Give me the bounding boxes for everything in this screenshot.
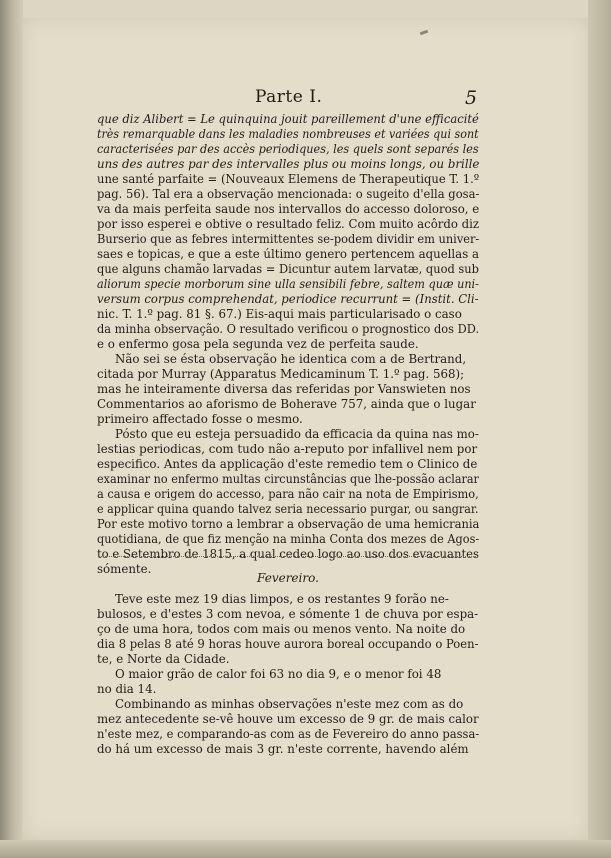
text-line: lestias periodicas, com tudo não a-reputo por infallivel nem por	[97, 442, 478, 456]
text-line: do há um excesso de mais 3 gr. n'este corrente, havendo além	[97, 742, 469, 756]
text-line: bulosos, e d'estes 3 com nevoa, e sómente 1 de chuva por espa-	[97, 607, 479, 621]
page-edge-bottom	[0, 840, 611, 858]
text-line: to e Setembro de 1815, a qual cedeo logo ao uso dos evacuantes	[97, 547, 480, 561]
text-line: primeiro affectado fosse o mesmo.	[97, 412, 303, 426]
text-line: pag. 56). Tal era a observação mencionada: o sugeito d'ella gosa-	[97, 187, 480, 201]
text-line: que alguns chamão larvadas = Dicuntur autem larvatæ, quod sub	[97, 262, 479, 276]
text-line: Pósto que eu esteja persuadido da efficacia da quina nas mo-	[115, 427, 479, 441]
text-line: va da mais perfeita saude nos intervallos do accesso doloroso, e	[97, 202, 480, 216]
section-title: Fevereiro.	[257, 571, 319, 585]
text-line: saes e topicas, e que a este último genero pertencem aquellas a	[97, 247, 480, 261]
text-line: te, e Norte da Cidade.	[97, 652, 230, 666]
text-line: quotidiana, de que fiz menção na minha Conta dos mezes de Agos-	[97, 532, 480, 546]
text-line: ço de uma hora, todos com mais ou menos vento. Na noite do	[97, 622, 466, 636]
text-line: uns des autres par des intervalles plus ou moins longs, ou brille	[97, 157, 480, 171]
text-line: O maior grão de calor foi 63 no dia 9, e o menor foi 48	[115, 667, 442, 681]
text-line: citada por Murray (Apparatus Medicaminum T. 1.º pag. 568);	[97, 367, 465, 381]
text-line: e applicar quina quando talvez seria necessario purgar, ou sangrar.	[97, 502, 479, 516]
text-line: aliorum specie morborum sine ulla sensibili febre, saltem quæ uni-	[97, 277, 479, 291]
text-line: sómente.	[97, 562, 152, 576]
text-line: por isso esperei e obtive o resultado feliz. Com muito acôrdo diz	[97, 217, 480, 231]
text-line: especifico. Antes da applicação d'este remedio tem o Clinico de	[97, 457, 478, 471]
text-line: no dia 14.	[97, 682, 157, 696]
page-number: 5	[465, 87, 478, 109]
text-line: n'este mez, e comparando-as com as de Fevereiro do anno passa-	[97, 727, 480, 741]
text-line: a causa e origem do accesso, para não cair na nota de Empirismo,	[97, 487, 479, 501]
text-line: Não sei se ésta observação he identica com a de Bertrand,	[115, 352, 467, 366]
text-line: Combinando as minhas observações n'este mez com as do	[115, 697, 464, 711]
text-line: nic. T. 1.º pag. 81 §. 67.) Eis-aqui mais particularisado o caso	[97, 307, 462, 321]
text-line: mas he inteiramente diversa das referidas por Vanswieten nos	[97, 382, 471, 396]
text-line: que diz Alibert = Le quinquina jouit pareillement d'une efficacité	[97, 112, 479, 126]
text-line: Teve este mez 19 dias limpos, e os restantes 9 forão ne-	[115, 592, 449, 606]
text-line: Por este motivo torno a lembrar a observação de uma hemicrania	[97, 517, 480, 531]
text-line: très remarquable dans les maladies nombreuses et variées qui sont	[97, 127, 479, 141]
text-line: Commentarios ao aforismo de Boherave 757, ainda que o lugar	[97, 397, 476, 411]
section-divider	[98, 556, 478, 557]
text-line: e o enfermo gosa pela segunda vez de perfeita saude.	[97, 337, 419, 351]
text-line: caracterisées par des accès periodiques, les quels sont separés les	[97, 142, 479, 156]
text-line: Burserio que as febres intermittentes se-podem dividir em univer-	[97, 232, 480, 246]
running-title: Parte I.	[255, 87, 323, 107]
text-line: da minha observação. O resultado verificou o prognostico dos DD.	[97, 322, 480, 336]
text-line: examinar no enfermo multas circunstâncias que lhe-possão aclarar	[97, 472, 479, 486]
text-line: versum corpus comprehendat, periodice recurrunt = (Instit. Cli-	[97, 292, 479, 306]
text-line: mez antecedente se-vê houve um excesso de 9 gr. de mais calor	[97, 712, 479, 726]
text-line: une santé parfaite = (Nouveaux Elemens de Therapeutique T. 1.º	[97, 172, 480, 186]
book-gutter	[0, 0, 23, 858]
text-line: dia 8 pelas 8 até 9 horas houve aurora boreal occupando o Poen-	[97, 637, 479, 651]
page-edge-right	[588, 0, 611, 858]
